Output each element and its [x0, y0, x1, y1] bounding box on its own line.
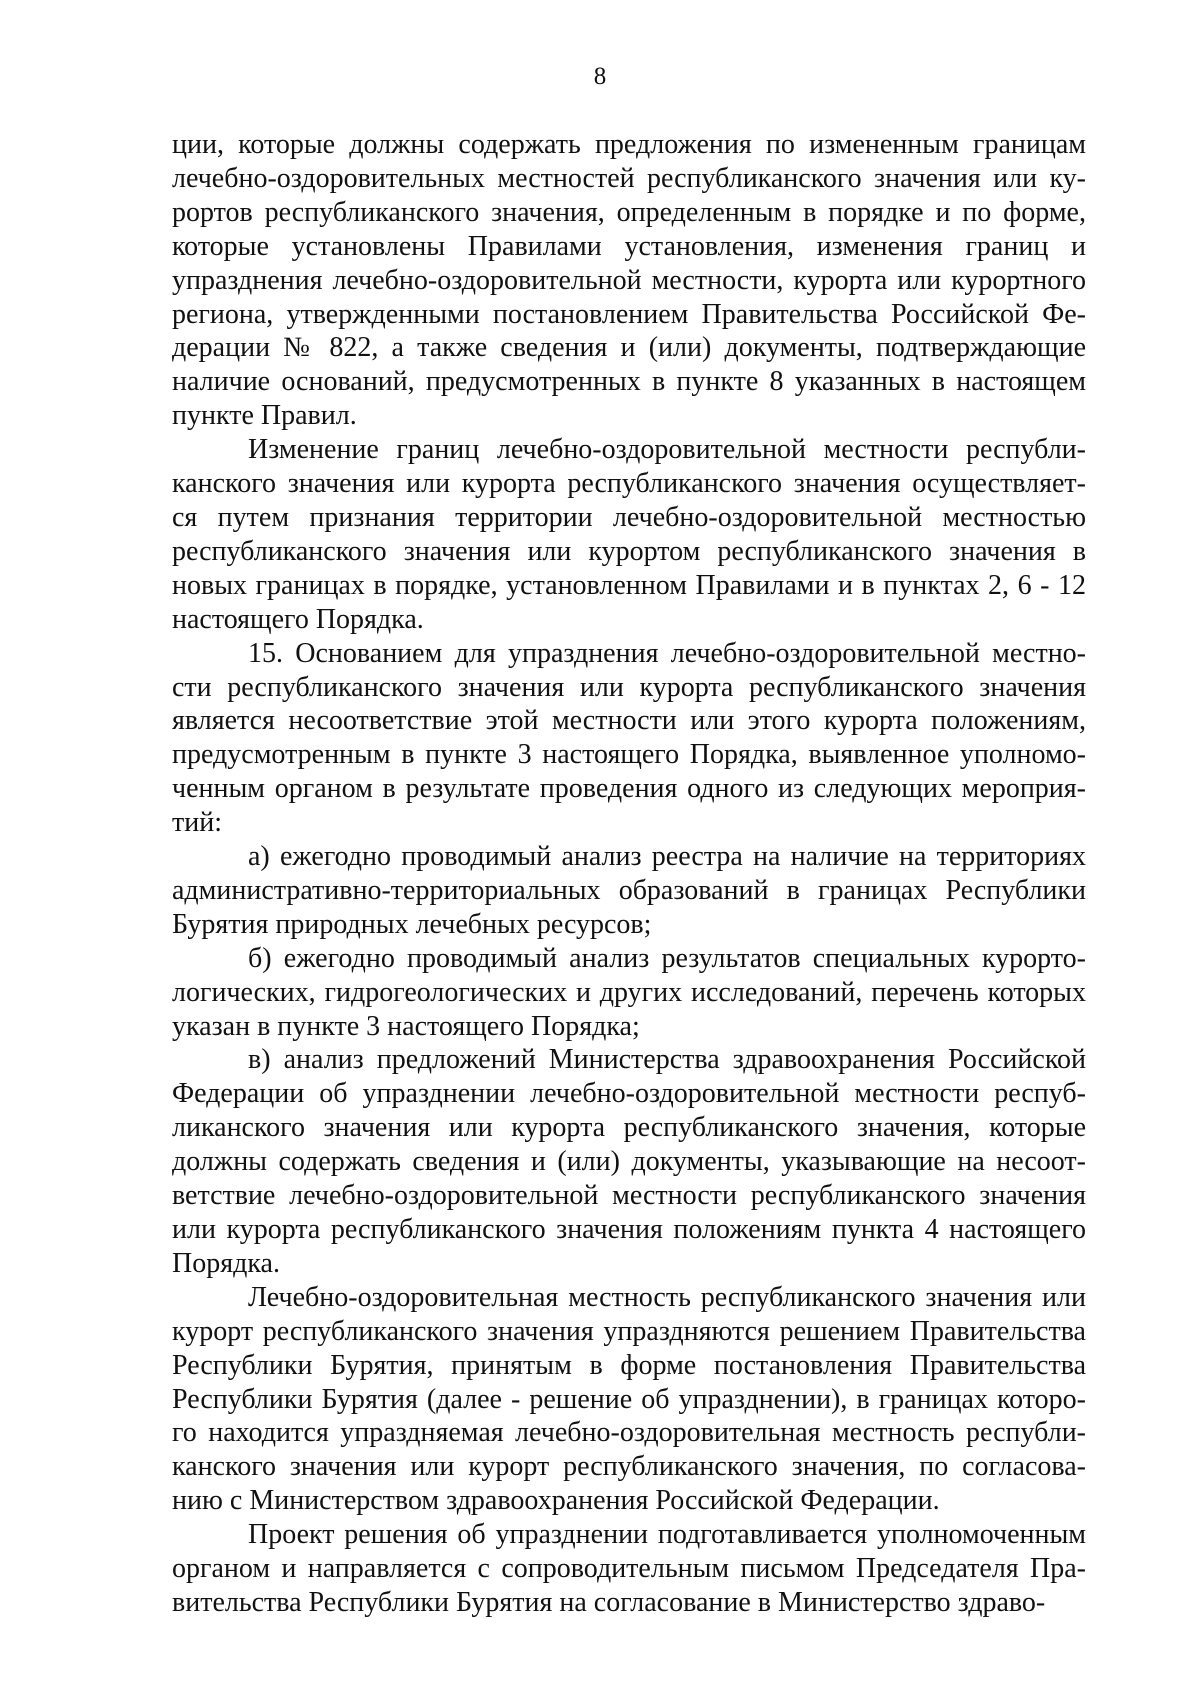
paragraph [172, 1518, 1086, 1620]
text-line: нию с Министерством здравоохранения Российской Федерации. [172, 1485, 940, 1517]
text-line: ликанского значения или курорта республиканского значения, которые [172, 1112, 1086, 1144]
document-body [172, 128, 1086, 1620]
text-line: сти республиканского значения или курорта республиканского значения [172, 671, 1086, 703]
text-line: логических, гидрогеологических и других исследований, перечень которых [172, 976, 1086, 1008]
paragraph [172, 637, 1086, 840]
text-line: административно-территориальных образований в границах Республики [172, 874, 1086, 906]
text-line: ции, которые должны содержать предложения по измененным границам [172, 129, 1086, 160]
text-line: Лечебно-оздоровительная местность республиканского значения или [248, 1281, 1086, 1313]
text-line: настоящего Порядка. [172, 603, 424, 635]
text-line: наличие оснований, предусмотренных в пункте 8 указанных в настоящем [172, 366, 1086, 398]
text-line: в) анализ предложений Министерства здравоохранения Российской [248, 1044, 1086, 1076]
text-line: 15. Основанием для упразднения лечебно-оздоровительной местно- [248, 637, 1086, 669]
paragraph [172, 1281, 1086, 1518]
text-line: ся путем признания территории лечебно-оздоровительной местностью [172, 501, 1086, 533]
text-line: пункте Правил. [172, 400, 357, 432]
text-line: лечебно-оздоровительных местностей республиканского значения или ку- [172, 162, 1086, 194]
text-line: новых границах в порядке, установленном Правилами и в пунктах 2, 6 - 12 [172, 569, 1086, 601]
text-line: Проект решения об упразднении подготавливается уполномоченным [248, 1519, 1086, 1551]
text-line: Порядка. [172, 1247, 280, 1279]
text-line: органом и направляется с сопроводительным письмом Председателя Пра- [172, 1553, 1086, 1585]
text-line: является несоответствие этой местности или этого курорта положениям, [172, 705, 1086, 737]
text-line: которые установлены Правилами установления, изменения границ и [172, 230, 1086, 262]
text-line: Республики Бурятия, принятым в форме постановления Правительства [172, 1349, 1086, 1381]
paragraph [172, 128, 1086, 433]
text-line: региона, утвержденными постановлением Правительства Российской Фе- [172, 298, 1086, 330]
text-line: вительства Республики Бурятия на согласование в Министерство здраво- [172, 1586, 1046, 1618]
text-line: го находится упраздняемая лечебно-оздоровительная местность республи- [172, 1417, 1086, 1449]
text-line: тий: [172, 807, 222, 839]
text-line: рортов республиканского значения, определенным в порядке и по форме, [172, 196, 1086, 228]
paragraph [172, 942, 1086, 1044]
text-line: канского значения или курорт республиканского значения, по согласова- [172, 1451, 1086, 1483]
text-line: ченным органом в результате проведения одного из следующих мероприя- [172, 773, 1086, 805]
text-line: дерации № 822, а также сведения и (или) документы, подтверждающие [172, 332, 1086, 364]
text-line: Изменение границ лечебно-оздоровительной местности республи- [248, 434, 1086, 466]
text-line: предусмотренным в пункте 3 настоящего Порядка, выявленное уполномо- [172, 739, 1086, 771]
text-line: указан в пункте 3 настоящего Порядка; [172, 1010, 640, 1042]
text-line: канского значения или курорта республиканского значения осуществляет- [172, 468, 1086, 500]
text-line: Бурятия природных лечебных ресурсов; [172, 908, 652, 940]
text-line: б) ежегодно проводимый анализ результатов специальных курорто- [248, 942, 1086, 974]
page-number: 8 [593, 63, 607, 90]
text-line: а) ежегодно проводимый анализ реестра на наличие на территориях [248, 841, 1086, 873]
text-line: республиканского значения или курортом республиканского значения в [172, 535, 1086, 567]
paragraph [172, 433, 1086, 636]
text-line: должны содержать сведения и (или) документы, указывающие на несоот- [172, 1146, 1086, 1178]
paragraph [172, 1043, 1086, 1280]
text-line: ветствие лечебно-оздоровительной местности республиканского значения [172, 1180, 1086, 1212]
text-line: или курорта республиканского значения положениям пункта 4 настоящего [172, 1214, 1086, 1245]
text-line: Федерации об упразднении лечебно-оздоровительной местности респуб- [172, 1078, 1086, 1110]
text-line: курорт республиканского значения упраздняются решением Правительства [172, 1315, 1086, 1347]
text-line: Республики Бурятия (далее - решение об упразднении), в границах которо- [172, 1383, 1086, 1415]
text-line: упразднения лечебно-оздоровительной местности, курорта или курортного [172, 264, 1086, 296]
paragraph [172, 840, 1086, 942]
